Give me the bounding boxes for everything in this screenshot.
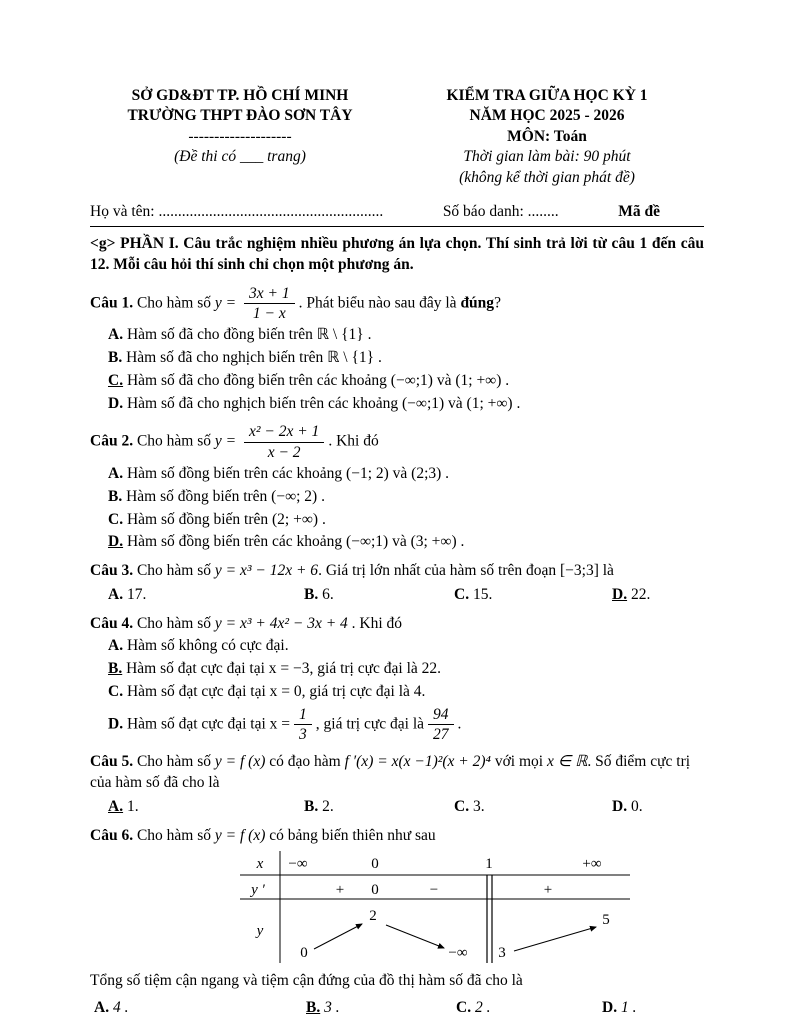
variation-table <box>240 851 630 963</box>
option-text: 3. <box>472 797 485 815</box>
option-text: Hàm số đạt cực đại tại x = 0, giá trị cực đại là 4. <box>126 682 426 700</box>
option-c <box>108 371 704 392</box>
exam-code-label: Mã đề <box>618 203 660 221</box>
fraction <box>244 423 324 461</box>
option-c <box>456 998 602 1019</box>
option-text: 1. <box>126 797 139 815</box>
option-a <box>108 464 704 485</box>
question-6 <box>90 826 704 1019</box>
part1-heading: <g> PHẦN I. Câu trắc nghiệm nhiều phương án lựa chọn. Thí sinh trả lời từ câu 1 đến câu 12. Mỗi câu hỏi thí sinh chỉ chọn một phương án. <box>90 235 704 273</box>
fraction-denominator: 27 <box>428 724 454 743</box>
fraction <box>244 285 295 323</box>
y-value: 5 <box>602 911 610 928</box>
option-letter-correct: A. <box>108 797 124 815</box>
y-value: 2 <box>369 907 377 924</box>
question-3-stem <box>90 561 704 582</box>
option-letter: A. <box>108 637 124 655</box>
option-text: Hàm số không có cực đại. <box>126 637 289 655</box>
decrease-arrow <box>386 925 444 948</box>
option-a <box>108 585 304 606</box>
option-letter-correct: D. <box>108 533 124 551</box>
option-d <box>108 532 704 553</box>
question-label: Câu 1. <box>90 293 134 311</box>
option-text: 15. <box>472 585 493 603</box>
option-a <box>108 325 704 346</box>
question-3-options <box>108 585 704 606</box>
yprime-row-label: y ′ <box>251 881 265 898</box>
fraction-denominator: x − 2 <box>244 442 324 461</box>
option-b <box>108 348 704 369</box>
option-letter-correct: C. <box>108 371 124 389</box>
option-a <box>94 998 306 1019</box>
option-text: Hàm số đồng biến trên các khoảng (−∞;1) và (3; +∞) . <box>126 533 465 551</box>
department-name: SỞ GD&ĐT TP. HỒ CHÍ MINH <box>131 87 349 104</box>
math-expression: y = <box>214 293 237 311</box>
question-text: . Số điểm cực trị của hàm số đã cho là <box>90 753 691 792</box>
option-text: 22. <box>630 585 651 603</box>
fraction <box>428 706 454 744</box>
question-6-stem <box>90 826 704 847</box>
math-expression: f ′(x) = x(x −1)²(x + 2)⁴ <box>344 753 491 771</box>
option-text: , giá trị cực đại là <box>315 715 425 733</box>
duration: Thời gian làm bài: 90 phút <box>463 148 631 166</box>
option-letter: A. <box>108 465 124 483</box>
yprime-sign: 0 <box>371 881 379 898</box>
pages-note: (Đề thi có ___ trang) <box>174 148 306 166</box>
question-text: có đạo hàm <box>269 753 341 771</box>
option-letter: B. <box>108 349 123 367</box>
option-letter: C. <box>108 510 124 528</box>
x-row-label: x <box>256 855 264 872</box>
question-text: Cho hàm số <box>136 614 212 632</box>
option-d <box>612 585 704 606</box>
x-value: 0 <box>371 855 379 872</box>
question-text: . Khi đó <box>328 432 379 450</box>
question-label: Câu 6. <box>90 826 134 844</box>
x-value: 1 <box>485 855 493 872</box>
y-value: 0 <box>300 944 308 961</box>
option-letter-correct: B. <box>108 660 123 678</box>
x-value: +∞ <box>582 855 602 872</box>
option-text: Hàm số đã cho đồng biến trên các khoảng (−∞;1) và (1; +∞) . <box>126 371 510 389</box>
question-1-stem <box>90 284 704 324</box>
question-text: với mọi <box>494 753 544 771</box>
option-b <box>304 585 454 606</box>
math-expression: x ∈ ℝ <box>546 753 588 771</box>
fraction-numerator: x² − 2x + 1 <box>248 423 320 441</box>
variation-table-wrapper <box>240 851 704 970</box>
question-text: Cho hàm số <box>136 753 212 771</box>
option-d <box>602 998 704 1019</box>
option-d <box>108 394 704 415</box>
header-right <box>390 86 704 188</box>
option-c <box>108 682 704 703</box>
option-c <box>454 585 612 606</box>
option-text: 6. <box>322 585 334 603</box>
question-5-stem <box>90 752 704 794</box>
option-d <box>612 797 704 818</box>
option-text: Hàm số đồng biến trên (−∞; 2) . <box>126 487 325 505</box>
header-left <box>90 86 390 188</box>
option-letter: A. <box>108 585 124 603</box>
option-letter-correct: D. <box>612 585 628 603</box>
option-text: Hàm số đạt cực đại tại x = −3, giá trị cực đại là 22. <box>126 660 442 678</box>
option-letter: B. <box>304 797 319 815</box>
option-a <box>108 797 304 818</box>
option-b <box>108 659 704 680</box>
question-3 <box>90 561 704 606</box>
option-letter: D. <box>612 797 628 815</box>
option-b <box>306 998 456 1019</box>
math-expression: y = f (x) <box>214 826 266 844</box>
question-label: Câu 3. <box>90 562 134 580</box>
option-text: Hàm số đã cho nghịch biến trên các khoảng (−∞;1) và (1; +∞) . <box>126 394 521 412</box>
option-letter: D. <box>108 394 124 412</box>
option-text: 3 . <box>324 999 340 1017</box>
option-c <box>108 510 704 531</box>
math-expression: y = x³ + 4x² − 3x + 4 <box>214 614 348 632</box>
option-letter-correct: B. <box>306 999 321 1017</box>
option-letter: C. <box>454 797 470 815</box>
option-text: 2 . <box>474 999 491 1017</box>
question-5 <box>90 752 704 817</box>
math-expression: y = f (x) <box>214 753 266 771</box>
question-text: Cho hàm số <box>136 293 212 311</box>
option-d <box>108 705 704 745</box>
fraction-numerator: 94 <box>433 705 449 723</box>
option-text: 1 . <box>620 999 637 1017</box>
question-text: Cho hàm số <box>136 562 212 580</box>
option-letter: B. <box>108 487 123 505</box>
student-info-row <box>90 202 704 227</box>
option-text: Hàm số đồng biến trên các khoảng (−1; 2) và (2;3) . <box>126 465 450 483</box>
fraction-denominator: 1 − x <box>244 303 295 322</box>
fraction-denominator: 3 <box>294 724 312 743</box>
divider-dashes: -------------------- <box>188 127 292 145</box>
duration-note: (không kể thời gian phát đề) <box>459 168 635 186</box>
question-2-stem <box>90 422 704 462</box>
x-value: −∞ <box>288 855 308 872</box>
y-value: −∞ <box>448 944 468 961</box>
increase-arrow <box>514 927 596 951</box>
question-text: có bảng biến thiên như sau <box>269 826 436 844</box>
question-text: . Giá trị lớn nhất của hàm số trên đoạn [−3;3] là <box>318 562 614 580</box>
question-text: ? <box>494 293 501 311</box>
yprime-sign: + <box>543 881 553 898</box>
candidate-number-field: Số báo danh: ........ <box>442 203 559 221</box>
question-4-stem <box>90 614 704 635</box>
school-year: NĂM HỌC 2025 - 2026 <box>469 107 625 125</box>
question-1 <box>90 284 704 415</box>
question-text: Cho hàm số <box>136 826 212 844</box>
question-6-options <box>94 998 704 1019</box>
question-4 <box>90 614 704 745</box>
fraction <box>294 706 312 744</box>
name-field: Họ và tên: .......................................................... <box>90 203 384 221</box>
option-text: . <box>457 715 462 733</box>
option-letter: C. <box>456 999 472 1017</box>
option-letter: A. <box>94 999 110 1017</box>
option-text: Hàm số đã cho nghịch biến trên ℝ \ {1} . <box>126 349 382 367</box>
question-text: . Khi đó <box>347 614 403 632</box>
emphasized-word: đúng <box>460 293 495 311</box>
school-name: TRƯỜNG THPT ĐÀO SƠN TÂY <box>127 107 353 125</box>
option-text: Hàm số đồng biến trên (2; +∞) . <box>126 510 326 528</box>
fraction-numerator: 3x + 1 <box>248 284 290 302</box>
option-text: 0. <box>630 797 643 815</box>
option-letter: C. <box>108 682 124 700</box>
yprime-sign: + <box>335 881 345 898</box>
option-letter: B. <box>304 585 319 603</box>
option-text: 17. <box>126 585 147 603</box>
option-text: 4 . <box>112 999 129 1017</box>
y-value: 3 <box>498 944 506 961</box>
option-b <box>304 797 454 818</box>
exam-header <box>90 86 704 188</box>
option-c <box>454 797 612 818</box>
option-text: 2. <box>322 797 334 815</box>
math-expression: y = x³ − 12x + 6 <box>214 562 319 580</box>
question-label: Câu 5. <box>90 753 134 771</box>
question-2 <box>90 422 704 553</box>
option-letter: D. <box>108 715 124 733</box>
question-text: Cho hàm số <box>136 432 212 450</box>
option-letter: D. <box>602 999 618 1017</box>
question-5-options <box>108 797 704 818</box>
option-text: Hàm số đạt cực đại tại x = <box>126 715 291 733</box>
option-b <box>108 487 704 508</box>
option-a <box>108 636 704 657</box>
yprime-sign: − <box>429 881 439 898</box>
option-text: Hàm số đã cho đồng biến trên ℝ \ {1} . <box>126 326 372 344</box>
fraction-numerator: 1 <box>299 705 307 723</box>
question-label: Câu 2. <box>90 432 134 450</box>
math-expression: y = <box>214 432 237 450</box>
question-6-tail: Tổng số tiệm cận ngang và tiệm cận đứng của đồ thị hàm số đã cho là <box>90 972 523 990</box>
subject: MÔN: Toán <box>507 127 587 145</box>
question-label: Câu 4. <box>90 614 134 632</box>
exam-title: KIỂM TRA GIỮA HỌC KỲ 1 <box>446 87 648 104</box>
question-text: . Phát biểu nào sau đây là <box>298 293 461 311</box>
increase-arrow <box>314 924 362 949</box>
option-letter: A. <box>108 326 124 344</box>
y-row-label: y <box>256 922 264 939</box>
option-letter: C. <box>454 585 470 603</box>
